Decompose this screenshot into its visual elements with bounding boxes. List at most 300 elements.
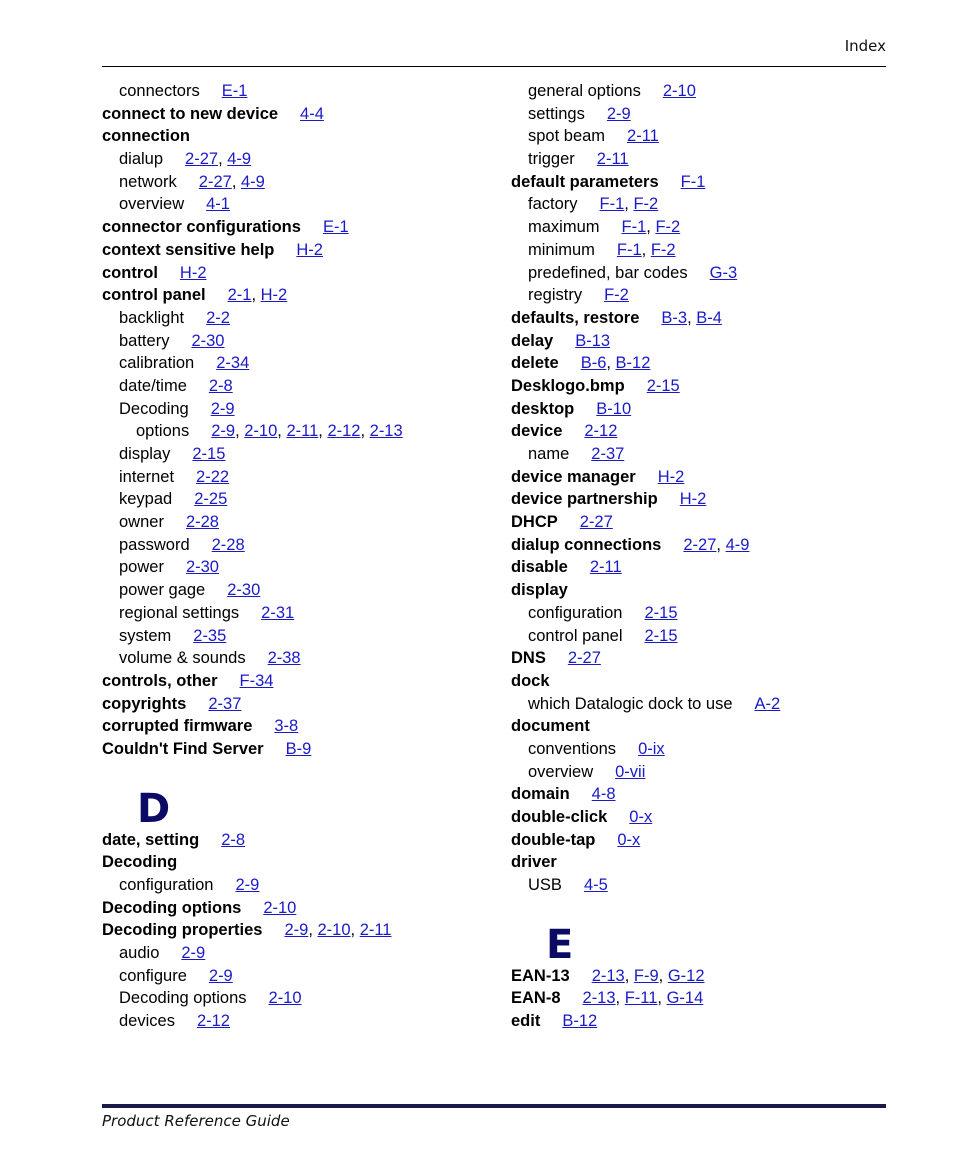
- page-header-title: Index: [844, 37, 886, 55]
- index-term: EAN-13: [511, 966, 570, 985]
- index-term: delete: [511, 354, 559, 373]
- page-reference-link[interactable]: B-3: [661, 308, 688, 327]
- page-reference-link[interactable]: 0-ix: [638, 739, 665, 758]
- reference-separator: ,: [308, 921, 318, 940]
- index-column-left: [102, 80, 492, 1033]
- reference-separator: ,: [318, 422, 328, 441]
- index-term: system: [119, 626, 172, 645]
- index-term: configuration: [528, 603, 623, 622]
- page-references: [228, 286, 288, 304]
- page-reference-link[interactable]: 2-28: [211, 535, 245, 554]
- page-reference-link[interactable]: 2-30: [227, 581, 261, 600]
- reference-separator: ,: [624, 966, 634, 985]
- page-reference-link[interactable]: 2-28: [185, 513, 219, 532]
- index-term: date, setting: [102, 830, 200, 849]
- page-reference-link[interactable]: F-11: [624, 989, 658, 1008]
- index-term: options: [136, 422, 190, 441]
- page-references: [206, 195, 230, 213]
- page-references: [568, 649, 601, 667]
- index-term: power: [119, 558, 164, 577]
- index-term: network: [119, 172, 177, 191]
- page-reference-link[interactable]: 2-10: [268, 989, 302, 1008]
- page-reference-link[interactable]: 2-11: [627, 127, 659, 146]
- index-entry: [102, 488, 492, 511]
- page-references: [193, 627, 226, 645]
- page-reference-link[interactable]: 2-37: [208, 694, 242, 713]
- page-references: [597, 150, 629, 168]
- page-references: [590, 558, 622, 576]
- index-entry: [511, 466, 886, 489]
- index-term: date/time: [119, 376, 187, 395]
- index-term: domain: [511, 785, 570, 804]
- page-reference-link[interactable]: 2-9: [284, 921, 309, 940]
- page-references: [658, 468, 685, 486]
- page-references: [647, 377, 680, 395]
- page-reference-link[interactable]: 0-x: [629, 808, 653, 826]
- page-reference-link[interactable]: E-1: [322, 218, 349, 237]
- index-entry: [511, 262, 886, 285]
- page-reference-link[interactable]: G-3: [709, 263, 738, 282]
- index-term: EAN-8: [511, 989, 561, 1008]
- page-reference-link[interactable]: 2-15: [644, 603, 678, 622]
- index-term: regional settings: [119, 603, 240, 622]
- page-reference-link[interactable]: 3-8: [274, 717, 299, 736]
- page-reference-link[interactable]: 2-11: [589, 558, 622, 577]
- index-entry: [511, 284, 886, 307]
- index-entry: [102, 874, 492, 897]
- page-reference-link[interactable]: 2-31: [261, 603, 295, 622]
- index-entry: [102, 738, 492, 761]
- index-term: connection: [102, 127, 191, 146]
- page-reference-link[interactable]: B-9: [285, 739, 312, 758]
- index-term: overview: [119, 195, 185, 214]
- page-references: [235, 876, 259, 894]
- page-references: [196, 468, 229, 486]
- index-term: calibration: [119, 354, 195, 373]
- index-term: conventions: [528, 739, 617, 758]
- page-reference-link[interactable]: 2-13: [591, 966, 625, 985]
- page-references: [185, 150, 251, 168]
- index-term: control panel: [528, 626, 623, 645]
- index-column-right: [511, 80, 886, 1033]
- index-entry: [102, 579, 492, 602]
- page-reference-link[interactable]: F-1: [621, 218, 647, 237]
- index-entry: [102, 80, 492, 103]
- page-reference-link[interactable]: 2-27: [185, 150, 219, 169]
- reference-separator: ,: [716, 535, 726, 554]
- page-reference-link[interactable]: 2-27: [579, 513, 613, 532]
- page-references: [284, 921, 391, 939]
- page-references: [710, 264, 738, 282]
- page-reference-link[interactable]: H-2: [296, 240, 323, 259]
- page-references: [211, 422, 402, 440]
- index-term: spot beam: [528, 127, 606, 146]
- index-term: Decoding: [119, 399, 189, 418]
- index-entry: [102, 307, 492, 330]
- index-entry: [102, 216, 492, 239]
- page-references: [644, 627, 677, 645]
- page-reference-link[interactable]: 2-10: [662, 82, 696, 100]
- index-term: keypad: [119, 490, 173, 509]
- index-entry: [511, 738, 886, 761]
- index-entry: [511, 171, 886, 194]
- page-reference-link[interactable]: H-2: [179, 263, 207, 282]
- page-references: [680, 490, 707, 508]
- page-reference-link[interactable]: 2-9: [181, 944, 206, 963]
- page-reference-link[interactable]: 2-10: [263, 898, 297, 917]
- reference-separator: ,: [657, 989, 667, 1008]
- index-term: copyrights: [102, 694, 187, 713]
- page-reference-link[interactable]: F-1: [680, 172, 706, 191]
- index-entry: [511, 330, 886, 353]
- index-entry: [102, 398, 492, 421]
- index-term: which Datalogic dock to use: [528, 694, 733, 713]
- page-reference-link[interactable]: 2-15: [646, 376, 680, 395]
- index-entry: [511, 216, 886, 239]
- index-entry: [511, 987, 886, 1010]
- index-entry: [511, 307, 886, 330]
- page-references: [629, 808, 652, 826]
- page-references: [600, 195, 659, 213]
- index-term: dialup: [119, 150, 164, 169]
- page-reference-link[interactable]: F-2: [655, 218, 681, 237]
- index-entry: [511, 579, 886, 602]
- page-reference-link[interactable]: 4-9: [240, 172, 265, 191]
- index-entry: [102, 556, 492, 579]
- page-references: [681, 173, 706, 191]
- page-references: [221, 831, 245, 849]
- page-reference-link[interactable]: 4-9: [725, 535, 750, 554]
- index-entry: [102, 466, 492, 489]
- index-entry: [511, 352, 886, 375]
- page-reference-link[interactable]: H-2: [260, 286, 288, 305]
- page-references: [300, 105, 324, 123]
- index-entry: [511, 1010, 886, 1033]
- page-references: [562, 1012, 597, 1030]
- page-reference-link[interactable]: 0-x: [617, 830, 641, 849]
- index-term: Decoding options: [119, 989, 247, 1008]
- page-reference-link[interactable]: B-13: [575, 331, 611, 350]
- page-reference-link[interactable]: 2-8: [221, 830, 246, 849]
- page-reference-link[interactable]: 2-34: [216, 354, 250, 373]
- page-references: [181, 944, 205, 962]
- page-references: [592, 967, 705, 985]
- page-reference-link[interactable]: 2-13: [369, 422, 403, 441]
- page-reference-link[interactable]: G-12: [667, 966, 705, 985]
- page-reference-link[interactable]: 2-9: [235, 876, 260, 894]
- page-references: [604, 286, 629, 304]
- index-entry: [102, 103, 492, 126]
- page-reference-link[interactable]: B-12: [615, 354, 651, 373]
- index-entry: [102, 420, 492, 443]
- page-reference-link[interactable]: 2-12: [196, 1012, 230, 1031]
- page-references: [323, 218, 349, 236]
- index-entry: [511, 625, 886, 648]
- page-references: [683, 536, 749, 554]
- page-references: [661, 309, 722, 327]
- index-term: controls, other: [102, 671, 218, 690]
- page-references: [592, 785, 616, 803]
- index-entry: [511, 965, 886, 988]
- page-reference-link[interactable]: 4-8: [591, 785, 616, 804]
- page-reference-link[interactable]: B-12: [562, 1012, 598, 1031]
- page-reference-link[interactable]: F-2: [604, 286, 629, 305]
- letter-heading-text: E: [546, 921, 574, 968]
- page-reference-link[interactable]: 2-11: [596, 150, 629, 169]
- page-reference-link[interactable]: H-2: [657, 467, 685, 486]
- page-reference-link[interactable]: E-1: [221, 82, 248, 100]
- index-term: double-click: [511, 808, 608, 826]
- page-reference-link[interactable]: 2-12: [584, 422, 618, 441]
- index-entry: [511, 443, 886, 466]
- reference-separator: ,: [615, 989, 625, 1008]
- index-entry: [102, 511, 492, 534]
- index-term: DNS: [511, 649, 546, 668]
- index-entry: [102, 330, 492, 353]
- page-reference-link[interactable]: A-2: [754, 694, 781, 713]
- index-entry: [102, 125, 492, 148]
- page-reference-link[interactable]: 2-27: [198, 172, 232, 191]
- index-term: DHCP: [511, 513, 558, 532]
- page-references: [209, 377, 233, 395]
- index-term: owner: [119, 513, 164, 532]
- page-references: [580, 513, 613, 531]
- page-reference-link[interactable]: B-10: [596, 399, 632, 418]
- page-references: [755, 695, 781, 713]
- index-term: battery: [119, 331, 170, 350]
- index-entry: [102, 352, 492, 375]
- reference-separator: ,: [641, 240, 651, 259]
- page-references: [583, 989, 704, 1007]
- page-reference-link[interactable]: 2-30: [185, 558, 219, 577]
- index-term: control panel: [102, 286, 206, 305]
- page-reference-link[interactable]: 2-9: [208, 966, 233, 985]
- page-references: [209, 967, 233, 985]
- page-reference-link[interactable]: F-9: [633, 966, 659, 985]
- index-term: context sensitive help: [102, 240, 275, 259]
- index-entry: [102, 193, 492, 216]
- page-reference-link[interactable]: F-1: [616, 240, 642, 259]
- index-term: trigger: [528, 150, 575, 169]
- index-term: password: [119, 535, 190, 554]
- reference-separator: ,: [235, 422, 245, 441]
- page-reference-link[interactable]: F-1: [599, 195, 625, 214]
- page-reference-link[interactable]: B-4: [696, 308, 722, 327]
- page-references: [212, 536, 245, 554]
- reference-separator: ,: [687, 308, 697, 327]
- page-reference-link[interactable]: 2-37: [591, 445, 625, 463]
- page-reference-link[interactable]: 2-11: [286, 422, 319, 441]
- index-term: default parameters: [511, 172, 659, 191]
- index-entry: [511, 829, 886, 852]
- index-entry: [511, 806, 886, 829]
- index-term: devices: [119, 1012, 175, 1031]
- page-reference-link[interactable]: 2-27: [683, 535, 717, 554]
- index-term: volume & sounds: [119, 649, 246, 668]
- index-term: minimum: [528, 240, 595, 259]
- reference-separator: ,: [624, 195, 634, 214]
- index-entry: [511, 761, 886, 784]
- index-entry: [102, 443, 492, 466]
- page-reference-link[interactable]: 4-4: [300, 104, 324, 123]
- page-reference-link[interactable]: 0-vii: [615, 762, 646, 781]
- page-references: [199, 173, 265, 191]
- index-term: internet: [119, 467, 175, 486]
- page-references: [194, 490, 227, 508]
- page-references: [617, 241, 676, 259]
- letter-heading-text: D: [137, 785, 171, 832]
- page-reference-link[interactable]: 2-13: [582, 989, 616, 1008]
- index-entry: [102, 1010, 492, 1033]
- page-reference-link[interactable]: 2-10: [317, 921, 351, 940]
- index-entry: [102, 715, 492, 738]
- page-reference-link[interactable]: 4-1: [206, 195, 230, 214]
- page-reference-link[interactable]: G-14: [666, 989, 704, 1008]
- index-term: configuration: [119, 876, 214, 894]
- page-reference-link[interactable]: 2-38: [267, 649, 301, 668]
- index-entry: [102, 375, 492, 398]
- page-references: [644, 604, 677, 622]
- index-entry: [102, 942, 492, 965]
- page-reference-link[interactable]: F-2: [633, 195, 659, 214]
- page-reference-link[interactable]: F-34: [239, 671, 274, 690]
- index-term: overview: [528, 762, 594, 781]
- page-references: [274, 717, 298, 735]
- page-references: [206, 309, 230, 327]
- page-references: [269, 989, 302, 1007]
- reference-separator: ,: [658, 966, 668, 985]
- index-entry: [102, 987, 492, 1010]
- index-term: disable: [511, 558, 568, 577]
- index-term: name: [528, 445, 570, 463]
- index-entry: [511, 80, 886, 103]
- page-references: [192, 445, 225, 463]
- index-entry: [102, 647, 492, 670]
- index-entry: [102, 829, 492, 852]
- page-footer-title: Product Reference Guide: [102, 1112, 290, 1130]
- page-references: [596, 400, 631, 418]
- page-reference-link[interactable]: 2-2: [206, 308, 230, 327]
- page-reference-link[interactable]: 2-15: [644, 626, 678, 645]
- index-term: driver: [511, 853, 557, 872]
- index-entry: [511, 398, 886, 421]
- index-entry: [102, 965, 492, 988]
- page-reference-link[interactable]: H-2: [679, 490, 707, 509]
- index-term: configure: [119, 966, 187, 985]
- index-entry: [102, 919, 492, 942]
- page-reference-link[interactable]: 2-1: [227, 286, 252, 305]
- index-entry: [511, 556, 886, 579]
- page-references: [263, 899, 296, 917]
- page-reference-link[interactable]: 2-30: [191, 331, 225, 350]
- index-letter-heading: [511, 897, 886, 968]
- page-reference-link[interactable]: 2-25: [194, 490, 228, 509]
- page-reference-link[interactable]: B-6: [580, 354, 607, 373]
- page-references: [584, 422, 617, 440]
- index-term: general options: [528, 82, 641, 100]
- page-reference-link[interactable]: 2-8: [208, 376, 233, 395]
- index-entry: [511, 851, 886, 874]
- index-entry: [102, 897, 492, 920]
- page-reference-link[interactable]: 2-9: [606, 104, 631, 123]
- page-reference-link[interactable]: 2-9: [210, 399, 235, 418]
- reference-separator: ,: [360, 422, 370, 441]
- index-term: connector configurations: [102, 218, 301, 237]
- index-term: maximum: [528, 218, 600, 237]
- page-references: [211, 400, 235, 418]
- page-references: [607, 105, 631, 123]
- footer-rule: [102, 1104, 886, 1108]
- index-term: corrupted firmware: [102, 717, 253, 736]
- page-references: [617, 831, 640, 849]
- index-term: device manager: [511, 467, 636, 486]
- page-reference-link[interactable]: 2-10: [244, 422, 278, 441]
- index-entry: [102, 602, 492, 625]
- reference-separator: ,: [646, 218, 656, 237]
- index-entry: [511, 715, 886, 738]
- page-references: [575, 332, 610, 350]
- page-references: [222, 82, 248, 100]
- index-entry: [102, 625, 492, 648]
- header-rule: [102, 66, 886, 67]
- index-term: dialup connections: [511, 535, 662, 554]
- page-reference-link[interactable]: 2-11: [359, 921, 392, 940]
- page-reference-link[interactable]: 2-15: [192, 445, 226, 463]
- index-term: USB: [528, 876, 562, 895]
- index-term: predefined, bar codes: [528, 263, 688, 282]
- index-term: settings: [528, 104, 585, 123]
- index-entry: [511, 488, 886, 511]
- page-reference-link[interactable]: F-2: [650, 240, 676, 259]
- page-references: [627, 127, 659, 145]
- index-term: Desklogo.bmp: [511, 376, 625, 395]
- page-references: [261, 604, 294, 622]
- index-term: display: [119, 445, 171, 463]
- page-references: [240, 672, 274, 690]
- index-entry: [511, 602, 886, 625]
- page-reference-link[interactable]: 2-35: [193, 626, 227, 645]
- index-entry: [511, 534, 886, 557]
- page-reference-link[interactable]: 2-22: [196, 467, 230, 486]
- page-references: [663, 82, 696, 100]
- index-entry: [102, 534, 492, 557]
- page-references: [208, 695, 241, 713]
- page-references: [180, 264, 207, 282]
- index-entry: [511, 670, 886, 693]
- index-entry: [102, 148, 492, 171]
- index-term: Decoding properties: [102, 921, 263, 940]
- index-entry: [511, 693, 886, 716]
- index-entry: [511, 103, 886, 126]
- index-entry: [511, 874, 886, 897]
- page-reference-link[interactable]: 4-9: [227, 150, 252, 169]
- page-reference-link[interactable]: 4-5: [583, 876, 608, 895]
- page-references: [584, 876, 608, 894]
- page-reference-link[interactable]: 2-12: [327, 422, 361, 441]
- page-references: [622, 218, 681, 236]
- index-term: delay: [511, 331, 554, 350]
- page-reference-link[interactable]: 2-9: [211, 422, 236, 441]
- index-entry: [511, 511, 886, 534]
- page-references: [296, 241, 323, 259]
- index-term: edit: [511, 1012, 541, 1031]
- page-references: [191, 332, 224, 350]
- page-reference-link[interactable]: 2-27: [567, 649, 601, 668]
- index-entry: [102, 239, 492, 262]
- index-entry: [102, 693, 492, 716]
- reference-separator: ,: [231, 172, 241, 191]
- index-term: power gage: [119, 581, 206, 600]
